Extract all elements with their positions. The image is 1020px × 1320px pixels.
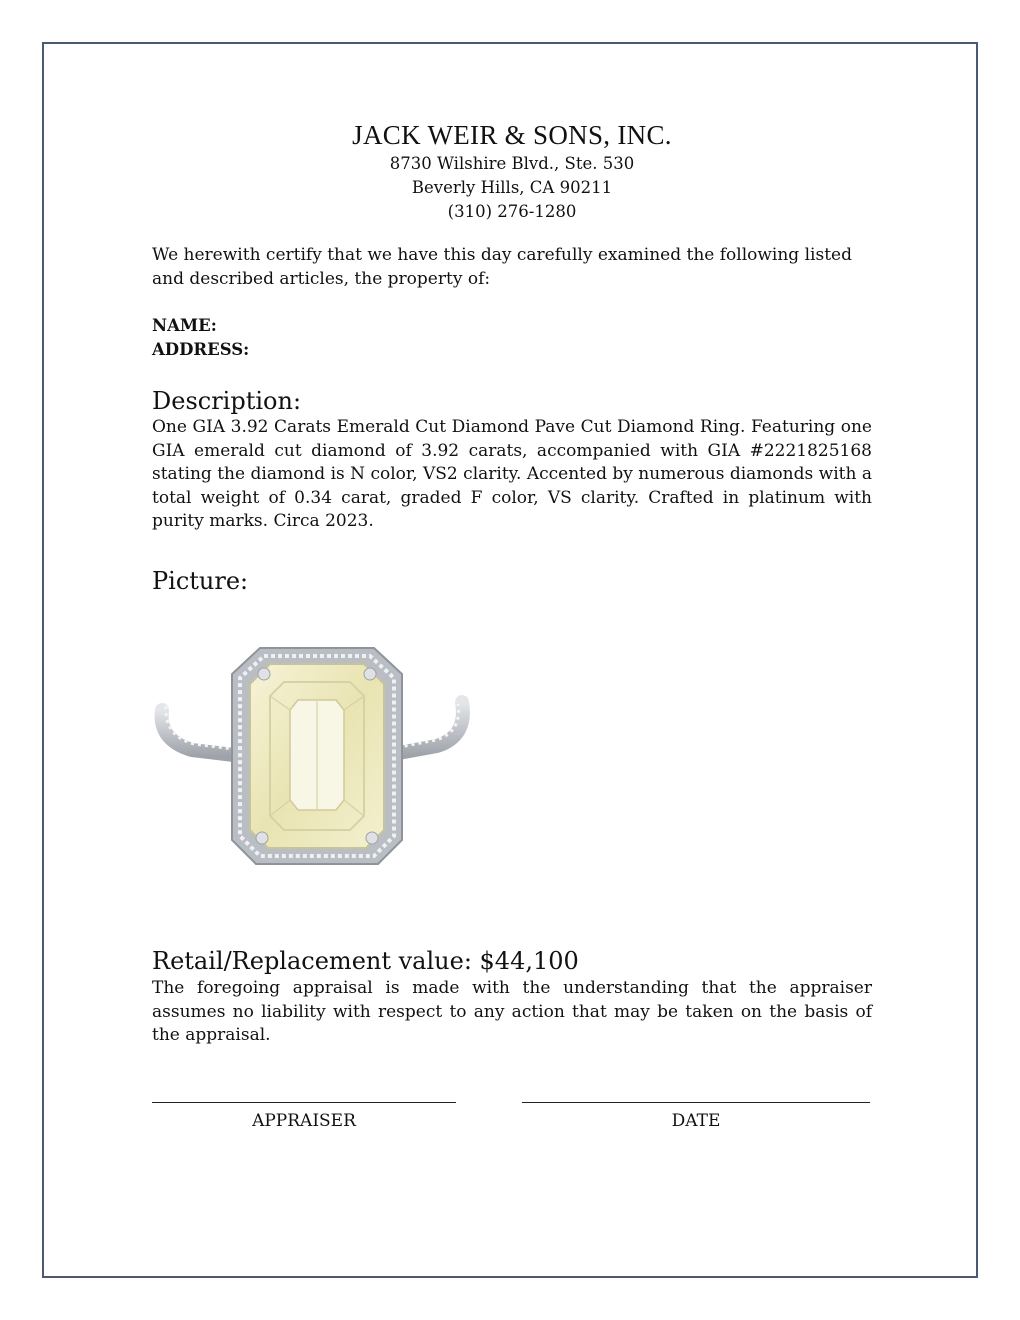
owner-fields	[152, 314, 249, 362]
retail-value-heading: Retail/Replacement value: $44,100	[152, 947, 579, 975]
appraiser-signature-block	[152, 1102, 456, 1133]
appraiser-label: APPRAISER	[252, 1111, 356, 1131]
certification-intro: We herewith certify that we have this day carefully examined the following listed and described articles, the property of:	[152, 245, 852, 289]
picture-heading: Picture:	[152, 567, 249, 595]
date-signature-block	[522, 1102, 870, 1133]
company-address-line2: Beverly Hills, CA 90211	[411, 178, 613, 197]
ring-photo	[152, 640, 482, 870]
ring-illustration	[152, 640, 482, 870]
date-label: DATE	[671, 1111, 721, 1131]
letterhead	[152, 118, 872, 224]
description-heading: Description:	[152, 387, 302, 415]
date-signature-line	[522, 1102, 870, 1103]
company-phone: (310) 276-1280	[447, 202, 577, 221]
appraiser-signature-line	[152, 1102, 456, 1103]
address-label: ADDRESS:	[152, 340, 250, 359]
company-name: JACK WEIR & SONS, INC.	[352, 120, 672, 150]
company-address-line1: 8730 Wilshire Blvd., Ste. 530	[389, 154, 635, 173]
liability-disclaimer: The foregoing appraisal is made with the understanding that the appraiser assumes no liability with respect to any action that may be taken on the basis of the appraisal.	[152, 978, 872, 1045]
description-text: One GIA 3.92 Carats Emerald Cut Diamond Pave Cut Diamond Ring. Featuring one GIA emerald cut diamond of 3.92 carats, accompanied with GIA #2221825168 stating the diamond is N color, VS2 clarity. Accented by numerous diamonds with a total weight of 0.34 carat, graded F color, VS clarity. Crafted in platinum with purity marks. Circa 2023.	[152, 417, 872, 531]
name-label: NAME:	[152, 316, 217, 335]
